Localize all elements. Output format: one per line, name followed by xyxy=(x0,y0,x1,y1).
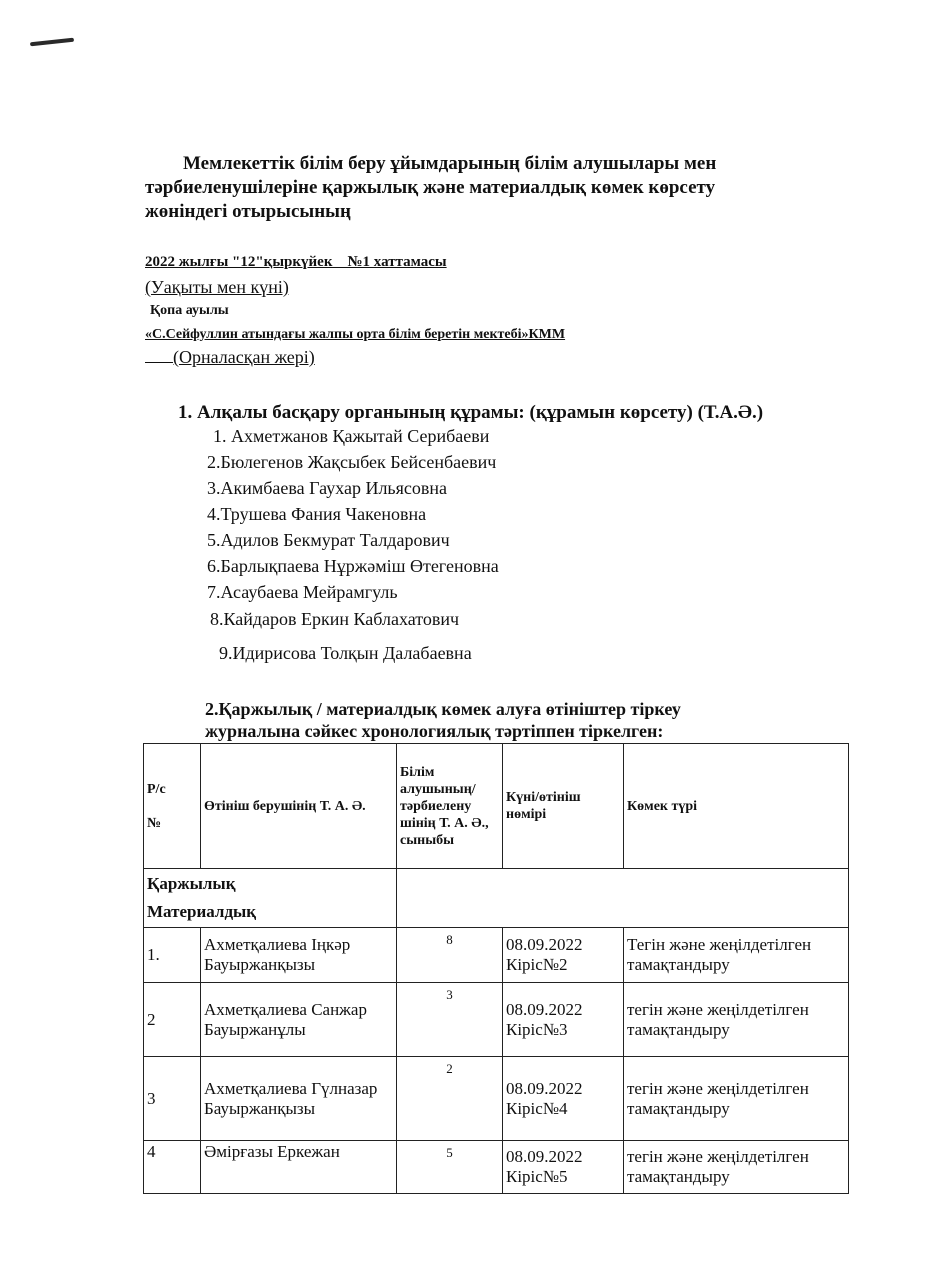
member-item: 7.Асаубаева Мейрамгуль xyxy=(207,582,398,602)
student-grade: 2 xyxy=(397,1057,503,1141)
category-financial: Қаржылық xyxy=(147,874,236,893)
aid-type: Тегін және жеңілдетілген тамақтандыру xyxy=(624,928,849,983)
title-line-3: жөніндегі отырысының xyxy=(145,201,351,222)
table-row xyxy=(144,928,849,983)
applicant-name: Ахметқалиева Іңкәр Бауыржанқызы xyxy=(201,928,397,983)
category-material: Материалдық xyxy=(147,902,257,921)
applicant-name: Әмірғазы Еркежан xyxy=(201,1141,397,1194)
protocol-line: 2022 жылғы "12"қыркүйек №1 хаттамасы xyxy=(145,254,447,270)
header-student: Білім алушының/ тәрбиелену шінің Т. А. Ә., сыныбы xyxy=(397,744,503,869)
category-empty-cell xyxy=(397,869,849,928)
section-2-heading xyxy=(205,698,805,742)
member-item: 5.Адилов Бекмурат Талдарович xyxy=(207,530,450,550)
location-label: (Орналасқан жері) xyxy=(173,347,315,367)
row-number: 1. xyxy=(144,928,201,983)
school-name: «С.Сейфуллин атындағы жалпы орта білім беретін мектебі»КММ xyxy=(145,327,566,342)
row-number: 3 xyxy=(144,1057,201,1141)
applicant-name: Ахметқалиева Гүлназар Бауыржанқызы xyxy=(201,1057,397,1141)
row-number: 2 xyxy=(144,983,201,1057)
title-line-1: Мемлекеттік білім беру ұйымдарының білім алушылары мен xyxy=(183,153,717,174)
member-item: 6.Барлықпаева Нұржәміш Өтегеновна xyxy=(207,556,499,576)
aid-type: тегін және жеңілдетілген тамақтандыру xyxy=(624,1141,849,1194)
member-item: 3.Акимбаева Гаухар Ильясовна xyxy=(207,478,448,498)
registration-table xyxy=(143,743,849,1194)
category-cell xyxy=(144,869,397,928)
table-header-row xyxy=(144,744,849,869)
header-number: Р/с № xyxy=(144,744,201,869)
aid-type: тегін және жеңілдетілген тамақтандыру xyxy=(624,1057,849,1141)
member-item: 4.Трушева Фания Чакеновна xyxy=(207,504,427,524)
date-number: 08.09.2022 Кіріс№4 xyxy=(503,1057,624,1141)
student-grade: 5 xyxy=(397,1141,503,1194)
document-title xyxy=(145,152,805,224)
member-item: 8.Кайдаров Еркин Каблахатович xyxy=(210,609,460,629)
title-line-2: тәрбиеленушілеріне қаржылық және материалдық көмек көрсету xyxy=(145,177,716,198)
header-aid-type: Көмек түрі xyxy=(624,744,849,869)
applicant-name: Ахметқалиева Санжар Бауыржанұлы xyxy=(201,983,397,1057)
category-row xyxy=(144,869,849,928)
date-number: 08.09.2022 Кіріс№3 xyxy=(503,983,624,1057)
date-number: 08.09.2022 Кіріс№5 xyxy=(503,1141,624,1194)
aid-type: тегін және жеңілдетілген тамақтандыру xyxy=(624,983,849,1057)
scan-mark xyxy=(30,38,74,47)
student-grade: 3 xyxy=(397,983,503,1057)
row-number: 4 xyxy=(144,1141,201,1194)
date-label: (Уақыты мен күні) xyxy=(145,277,289,297)
location-label-wrap xyxy=(145,347,315,368)
section-1-heading: 1. Алқалы басқару органының құрамы: (құрамын көрсету) (Т.А.Ә.) xyxy=(178,402,764,423)
member-item: 9.Идирисова Толқын Далабаевна xyxy=(219,643,472,663)
section-2-heading-line-2: журналына сәйкес хронологиялық тәртіппен тіркелген: xyxy=(205,721,664,741)
header-applicant: Өтініш берушінің Т. А. Ә. xyxy=(201,744,397,869)
header-date-number: Күні/өтініш нөмірі xyxy=(503,744,624,869)
table-row xyxy=(144,1141,849,1194)
table-row xyxy=(144,983,849,1057)
date-number: 08.09.2022 Кіріс№2 xyxy=(503,928,624,983)
student-grade: 8 xyxy=(397,928,503,983)
village-name: Қопа ауылы xyxy=(150,303,229,318)
member-item: 2.Бюлегенов Жақсыбек Бейсенбаевич xyxy=(207,452,497,472)
member-item: 1. Ахметжанов Қажытай Серибаеви xyxy=(213,426,490,446)
table-row xyxy=(144,1057,849,1141)
section-2-heading-line-1: 2.Қаржылық / материалдық көмек алуға өтініштер тіркеу xyxy=(205,699,681,719)
